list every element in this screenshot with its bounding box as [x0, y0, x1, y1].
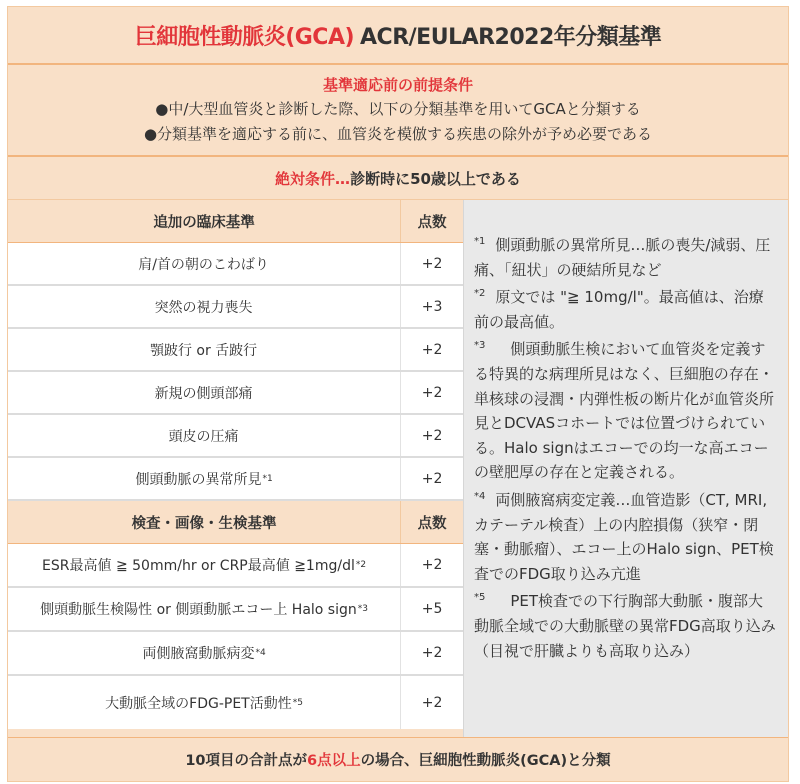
- footnote-text: 両側腋窩病変定義…血管造影（CT, MRI, カテーテル検査）上の内腔損傷（狭窄・閉塞・動脈瘤）、エコー上のHalo sign、PET検査でのFDG取り込み亢進: [474, 490, 774, 583]
- table-row: [8, 676, 463, 729]
- title-disease: 巨細胞性動脈炎(GCA): [134, 24, 355, 50]
- points-cell: +2: [421, 341, 443, 358]
- points-cell: +5: [421, 601, 443, 617]
- footnote-ref: *5: [292, 697, 303, 708]
- table-row: [8, 329, 463, 372]
- criterion-text: 側頭動脈生検陽性 or 側頭動脈エコー上 Halo sign: [40, 602, 357, 618]
- criterion-text: 肩/首の朝のこわばり: [138, 256, 269, 273]
- footnote-ref: *2: [355, 560, 367, 570]
- table-row: [8, 243, 463, 286]
- prerequisite-line: ●分類基準を適応する前に、血管炎を模倣する疾患の除外が予め必要である: [143, 125, 653, 143]
- footnote-mark: *5: [474, 592, 486, 604]
- footnote-text: 側頭動脈の異常所見…脈の喪失/減弱、圧痛、「紐状」の硬結所見など: [474, 236, 771, 279]
- rule-text-before: 10項目の合計点が: [185, 753, 308, 769]
- footnote-mark: *2: [474, 288, 486, 300]
- table-row: [8, 632, 463, 676]
- table-row: [8, 588, 463, 632]
- footnote-ref: *1: [262, 473, 273, 484]
- criterion-text: 頭皮の圧痛: [168, 428, 239, 445]
- clinical-header: 追加の臨床基準: [8, 200, 401, 242]
- points-cell: +2: [421, 427, 443, 444]
- points-cell: +2: [421, 694, 443, 711]
- footnote: [474, 282, 776, 334]
- criterion-text: 両側腋窩動脈病変: [142, 646, 255, 662]
- table-row: [8, 286, 463, 329]
- table-row: [8, 458, 463, 501]
- criterion-cell: [8, 243, 401, 284]
- table-row: [8, 372, 463, 415]
- prerequisite-line: ●中/大型血管炎と診断した際、以下の分類基準を用いてGCAと分類する: [155, 100, 641, 118]
- footnote: [474, 230, 776, 282]
- points-cell: +2: [421, 645, 443, 661]
- criterion-cell: [8, 372, 401, 413]
- absolute-condition-text: 診断時に50歳以上である: [350, 169, 521, 188]
- footnote: [474, 334, 776, 485]
- criterion-text: 突然の視力喪失: [154, 299, 253, 316]
- points-cell: +2: [421, 384, 443, 401]
- points-cell: +2: [421, 255, 443, 272]
- footnote: [474, 586, 776, 663]
- footnotes-panel: [463, 200, 788, 737]
- footnote: [474, 485, 776, 586]
- rule-threshold: 6点以上: [307, 753, 361, 769]
- points-cell: +3: [421, 298, 443, 315]
- criterion-text: 顎跛行 or 舌跛行: [149, 342, 258, 359]
- criterion-text: 側頭動脈の異常所見: [135, 471, 262, 488]
- clinical-header-row: [8, 200, 463, 243]
- footnote-mark: *1: [474, 236, 486, 247]
- criterion-cell: [8, 458, 401, 499]
- footnote-mark: *3: [474, 340, 486, 352]
- table-row: [8, 415, 463, 458]
- criterion-cell: [8, 632, 401, 674]
- prerequisites-section: [8, 65, 788, 157]
- criterion-cell: [8, 676, 401, 729]
- footnote-text: PET検査での下行胸部大動脈・腹部大動脈全域での大動脈壁の異常FDG高取り込み（目視で肝臓よりも高取り込み）: [474, 592, 776, 660]
- absolute-condition-label: 絶対条件…: [275, 169, 351, 188]
- footnote-text: 側頭動脈生検において血管炎を定義する特異的な病理所見はなく、巨細胞の存在・単核球の浸潤・内弾性板の断片化が血管炎所見とDCVASコホートでは位置づけられている。Halo signはエコーでの均一な高エコーの壁肥厚の存在と定義される。: [474, 340, 775, 482]
- criterion-cell: [8, 286, 401, 327]
- criterion-cell: [8, 588, 401, 630]
- criterion-cell: [8, 415, 401, 456]
- criterion-text: ESR最高値 ≧ 50mm/hr or CRP最高値 ≧1mg/dl: [42, 558, 355, 574]
- criterion-text: 大動脈全域のFDG-PET活動性: [105, 695, 292, 712]
- points-header: 点数: [417, 214, 447, 231]
- table-row: [8, 544, 463, 588]
- rule-text-after: の場合、巨細胞性動脈炎(GCA)と分類: [360, 753, 611, 769]
- criterion-text: 新規の側頭部痛: [154, 385, 253, 402]
- criterion-cell: [8, 329, 401, 370]
- page-title: [8, 7, 788, 65]
- prerequisites-heading: 基準適応前の前提条件: [322, 76, 473, 94]
- points-header: 点数: [417, 515, 447, 532]
- criterion-cell: [8, 544, 401, 586]
- criteria-table: [8, 200, 463, 737]
- criteria-grid: [8, 200, 788, 737]
- footnote-text: 原文では "≧ 10mg/l"。最高値は、治療前の最高値。: [474, 288, 764, 331]
- gca-criteria-card: [7, 6, 789, 782]
- footnote-ref: *3: [357, 604, 368, 614]
- classification-rule: [8, 737, 788, 781]
- footnote-mark: *4: [474, 490, 486, 502]
- points-cell: +2: [421, 470, 443, 487]
- title-criteria: ACR/EULAR2022年分類基準: [360, 24, 662, 50]
- absolute-condition: [8, 157, 788, 200]
- lab-header-row: [8, 501, 463, 544]
- lab-header: 検査・画像・生検基準: [8, 501, 401, 543]
- points-cell: +2: [421, 557, 443, 573]
- footnote-ref: *4: [255, 648, 266, 658]
